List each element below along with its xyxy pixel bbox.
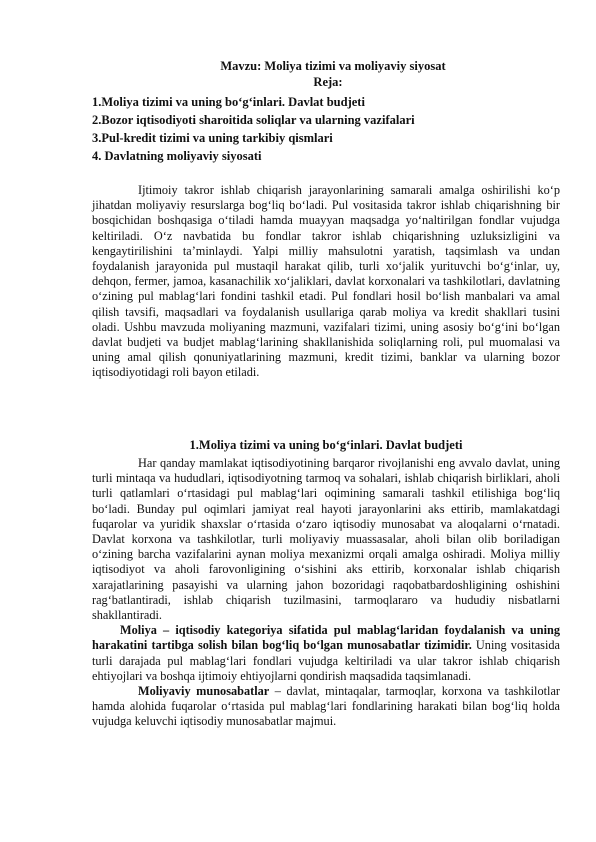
plan-heading: Reja: <box>313 75 343 89</box>
relations-bold: Moliyaviy munosabatlar <box>138 684 270 699</box>
plan-item: 1.Moliya tizimi va uning bo‘g‘inlari. Davlat budjeti <box>92 95 365 109</box>
plan-list <box>92 93 512 165</box>
intro-section <box>92 183 560 381</box>
section-paragraph: Har qanday mamlakat iqtisodiyotining barqaror rivojlanishi eng avvalo davlat, uning turli mintaqa va hududlari, iqtisodiyotning tarmoq va sohalari, ishlab chiqarish birliklari, aholi turli qatlamlari o‘rtasidagi pul mablag‘lari oqimining samarali tashkil etilishiga bog‘liq bo‘ladi. Bunday pul oqimlari jamiyat real hayoti jarayonlarini aks ettirib, mamlakatdagi fuqarolar va yuridik shaxslar o‘rtasida o‘zaro iqtisodiy munosabat va aloqalarni o‘rnatadi. Davlat korxona va tashkilotlar, turli moliyaviy muassasalar, aholi bilan olib boriladigan o‘zining barcha vazifalarini aynan moliya mexanizmi orqali amalga oshiradi. Moliya milliy iqtisodiyot va aholi farovonligining o‘sishini aks ettirib, korxonalar ishlab chiqarish xarajatlarining pasayishi va ularning jahon bozoridagi raqobatbardoshligining oshishini rag‘batlantiradi, ishlab chiqarish tuzilmasini, tarmoqlararo va hududiy nisbatlarni shakllantiradi. <box>92 456 560 623</box>
intro-paragraph: Ijtimoiy takror ishlab chiqarish jarayonlarining samarali amalga oshirilishi ko‘p jihatdan moliyaviy resurslarga bog‘liq bo‘ladi. Pul vositasida takror ishlab chiqarishning bir bosqichidan boshqasiga o‘tiladi hamda muayyan maqsadga yo‘naltirilgan fondlar vujudga keltiriladi. O‘z navbatida bu fondlar takror ishlab chiqarishning uzluksizligini va kengaytirilishini ta’minlaydi. Yalpi milliy mahsulotni yaratish, taqsimlash va undan foydalanish jarayonida pul mustaqil harakat qilib, turli xo‘jalik yurituvchi bo‘g‘inlar, uy, dehqon, fermer, jamoa, kasanachilik xo‘jaliklari, davlat korxonalari va tashkilotlari, davlatning o‘zining pul mablag‘lari fondini tashkil etadi. Pul fondlari hosil bo‘lish manbalari va amal qilish tavsifi, maqsadlari va foydalanish usullariga qarab moliya va kredit shakllari tusini oladi. Ushbu mavzuda moliyaning mazmuni, vazifalari tizimi, uning asosiy bo‘g‘ini bo‘lgan davlat budjeti va budjet mablag‘larining shakllanishida soliqlarning roli, pul muomalasi va uning amal qilish qonuniyatlarining mazmuni, kredit tizimi, banklar va ularning bozor iqtisodiyotidagi roli bayon etiladi. <box>92 183 560 380</box>
relations-text: – davlat, mintaqalar, tarmoqlar, korxona va tashkilotlar hamda alohida fuqarolar o‘rtasida pul mablag‘lari fondlarining harakati bilan bog‘liq holda vujudga keluvchi iqtisodiy munosabatlar majmui. <box>92 684 561 729</box>
relations-paragraph <box>92 684 560 730</box>
topic-line: Mavzu: Moliya tizimi va moliyaviy siyosat <box>220 59 446 73</box>
plan-item: 3.Pul-kredit tizimi va uning tarkibiy qismlari <box>92 131 333 145</box>
section-body <box>92 456 560 730</box>
definition-paragraph <box>92 623 560 684</box>
section-heading: 1.Moliya tizimi va uning bo‘g‘inlari. Davlat budjeti <box>189 438 463 452</box>
definition-bold: Moliya – iqtisodiy kategoriya sifatida pul mablag‘laridan foydalanish va uning harakatini tartibga solish bilan bog‘liq bo‘lgan munosabatlar tizimidir. <box>92 623 560 653</box>
plan-item: 2.Bozor iqtisodiyoti sharoitida soliqlar va ularning vazifalari <box>92 113 415 127</box>
document-title <box>0 58 596 90</box>
plan-item: 4. Davlatning moliyaviy siyosati <box>92 149 262 163</box>
definition-text: Uning vositasida turli darajada pul mablag‘lari fondlari vujudga keltiriladi va ular takror ishlab chiqarish ehtiyojlari va boshqa ijtimoiy ehtiyojlarni qondirish maqsadida taqsimlanadi. <box>92 638 560 683</box>
